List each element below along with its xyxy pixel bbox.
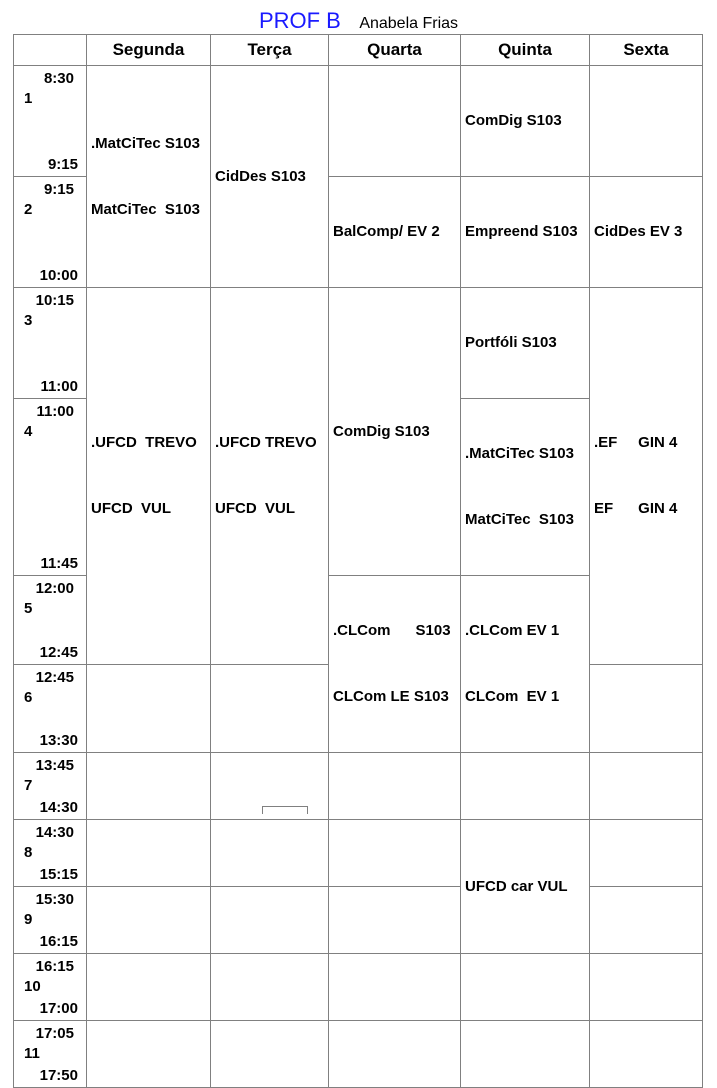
class-line: .CLCom EV 1	[465, 622, 560, 639]
class-line: .MatCiTec S103	[465, 445, 574, 462]
slot-row-10	[14, 954, 703, 1021]
empty-cell	[590, 887, 703, 954]
slot-number: 9	[24, 911, 33, 928]
slot-number: 4	[24, 423, 33, 440]
empty-cell	[461, 1021, 590, 1088]
time-slot-10	[14, 954, 87, 1021]
time-slot-8	[14, 820, 87, 887]
empty-cell	[329, 753, 461, 820]
class-line: .UFCD TREVO	[215, 433, 317, 451]
class-line: ComDig S103	[333, 422, 430, 440]
empty-cell	[87, 1021, 211, 1088]
class-cell-quinta-3	[461, 288, 590, 399]
slot-end: 17:50	[39, 1067, 78, 1084]
class-line: Portfóli S103	[465, 334, 557, 351]
class-line: MatCiTec S103	[465, 511, 574, 528]
slot-end: 15:15	[39, 866, 78, 883]
day-header-quinta: Quinta	[461, 35, 590, 66]
class-cell-segunda-3	[87, 288, 211, 665]
time-slot-2	[14, 177, 87, 288]
slot-row-9	[14, 887, 703, 954]
slot-start: 8:30	[43, 70, 74, 87]
empty-cell	[590, 753, 703, 820]
time-slot-4	[14, 399, 87, 576]
empty-cell	[590, 954, 703, 1021]
slot-number: 11	[24, 1045, 40, 1062]
slot-start: 12:45	[35, 668, 74, 686]
slot-number: 5	[24, 600, 33, 617]
time-slot-5	[14, 576, 87, 665]
empty-cell	[211, 954, 329, 1021]
time-slot-11	[14, 1021, 87, 1088]
class-line: UFCD VUL	[91, 499, 171, 517]
empty-cell	[211, 1021, 329, 1088]
slot-start: 17:05	[35, 1025, 74, 1042]
empty-cell	[329, 820, 461, 887]
slot-number: 2	[24, 201, 33, 218]
empty-cell	[211, 887, 329, 954]
slot-end: 9:15	[47, 156, 78, 173]
class-cell-quinta-5	[461, 576, 590, 753]
class-cell-segunda-1	[87, 66, 211, 288]
slot-end: 17:00	[39, 1000, 78, 1017]
day-header-sexta: Sexta	[590, 35, 703, 66]
class-line: CidDes EV 3	[594, 223, 683, 240]
slot-end: 14:30	[39, 799, 78, 816]
empty-cell	[590, 820, 703, 887]
day-header-terca: Terça	[211, 35, 329, 66]
slot-row-11	[14, 1021, 703, 1088]
slot-start: 11:00	[36, 403, 74, 420]
class-line: CLCom EV 1	[465, 688, 560, 705]
slot-row-1	[14, 66, 703, 177]
slot-start: 14:30	[35, 824, 74, 841]
class-line: UFCD car VUL	[465, 877, 568, 895]
empty-cell	[211, 664, 329, 753]
slot-number: 3	[24, 312, 33, 329]
class-line: .UFCD TREVO	[91, 433, 197, 451]
empty-cell	[329, 66, 461, 177]
slot-start: 9:15	[43, 181, 74, 198]
empty-cell	[87, 664, 211, 753]
class-cell-sexta-2	[590, 177, 703, 288]
slot-end: 11:45	[40, 555, 78, 572]
teacher-name: Anabela Frias	[359, 15, 459, 32]
class-line: CidDes S103	[215, 167, 306, 185]
slot-end: 11:00	[40, 378, 78, 395]
class-line: UFCD VUL	[215, 499, 295, 517]
empty-cell	[329, 954, 461, 1021]
day-header-quarta: Quarta	[329, 35, 461, 66]
page-title	[0, 8, 717, 34]
class-cell-quinta-1	[461, 66, 590, 177]
slot-start: 12:00	[35, 580, 74, 597]
empty-cell	[87, 753, 211, 820]
slot-end: 16:15	[39, 933, 78, 950]
empty-cell	[590, 66, 703, 177]
header-row	[14, 35, 703, 66]
slot-number: 8	[24, 844, 33, 861]
time-slot-9	[14, 887, 87, 954]
class-line: EF GIN 4	[594, 499, 678, 517]
empty-cell	[461, 753, 590, 820]
slot-end: 13:30	[39, 732, 78, 749]
class-line: ComDig S103	[465, 112, 562, 129]
class-cell-quinta-4	[461, 399, 590, 576]
empty-cell	[211, 820, 329, 887]
class-cell-quinta-8	[461, 820, 590, 954]
slot-start: 10:15	[35, 292, 74, 309]
slot-start: 15:30	[35, 891, 74, 908]
slot-row-8	[14, 820, 703, 887]
empty-cell	[590, 664, 703, 753]
class-line: .CLCom S103	[333, 622, 451, 639]
slot-end: 12:45	[39, 643, 78, 661]
class-cell-quinta-2	[461, 177, 590, 288]
prof-label: PROF B	[258, 8, 341, 33]
class-cell-terca-1	[211, 66, 329, 288]
class-cell-quarta-3	[329, 288, 461, 576]
slot-start: 13:45	[35, 757, 74, 774]
time-slot-7	[14, 753, 87, 820]
schedule-table	[13, 34, 703, 1088]
class-cell-sexta-3	[590, 288, 703, 665]
class-line: Empreend S103	[465, 223, 578, 240]
slot-start: 16:15	[35, 958, 74, 975]
class-cell-quarta-5	[329, 576, 461, 753]
slot-row-3	[14, 288, 703, 399]
time-slot-3	[14, 288, 87, 399]
corner-cell	[14, 35, 87, 66]
class-line: CLCom LE S103	[333, 688, 449, 705]
class-cell-quarta-2	[329, 177, 461, 288]
slot-number: 10	[24, 978, 41, 995]
empty-cell	[329, 1021, 461, 1088]
class-line: .MatCiTec S103	[91, 134, 200, 152]
class-line: MatCiTec S103	[91, 200, 200, 218]
class-line: BalComp/ EV 2	[333, 223, 440, 240]
slot-row-7	[14, 753, 703, 820]
empty-cell	[87, 820, 211, 887]
slot-number: 7	[24, 777, 33, 794]
slot-number: 1	[24, 90, 33, 107]
slot-end: 10:00	[39, 267, 78, 284]
time-slot-6	[14, 664, 87, 753]
empty-cell	[590, 1021, 703, 1088]
empty-cell	[87, 887, 211, 954]
class-line: .EF GIN 4	[594, 433, 678, 451]
time-slot-1	[14, 66, 87, 177]
class-cell-terca-3	[211, 288, 329, 665]
empty-cell	[87, 954, 211, 1021]
day-header-segunda: Segunda	[87, 35, 211, 66]
empty-cell	[329, 887, 461, 954]
empty-cell	[461, 954, 590, 1021]
slot-number: 6	[24, 688, 33, 706]
